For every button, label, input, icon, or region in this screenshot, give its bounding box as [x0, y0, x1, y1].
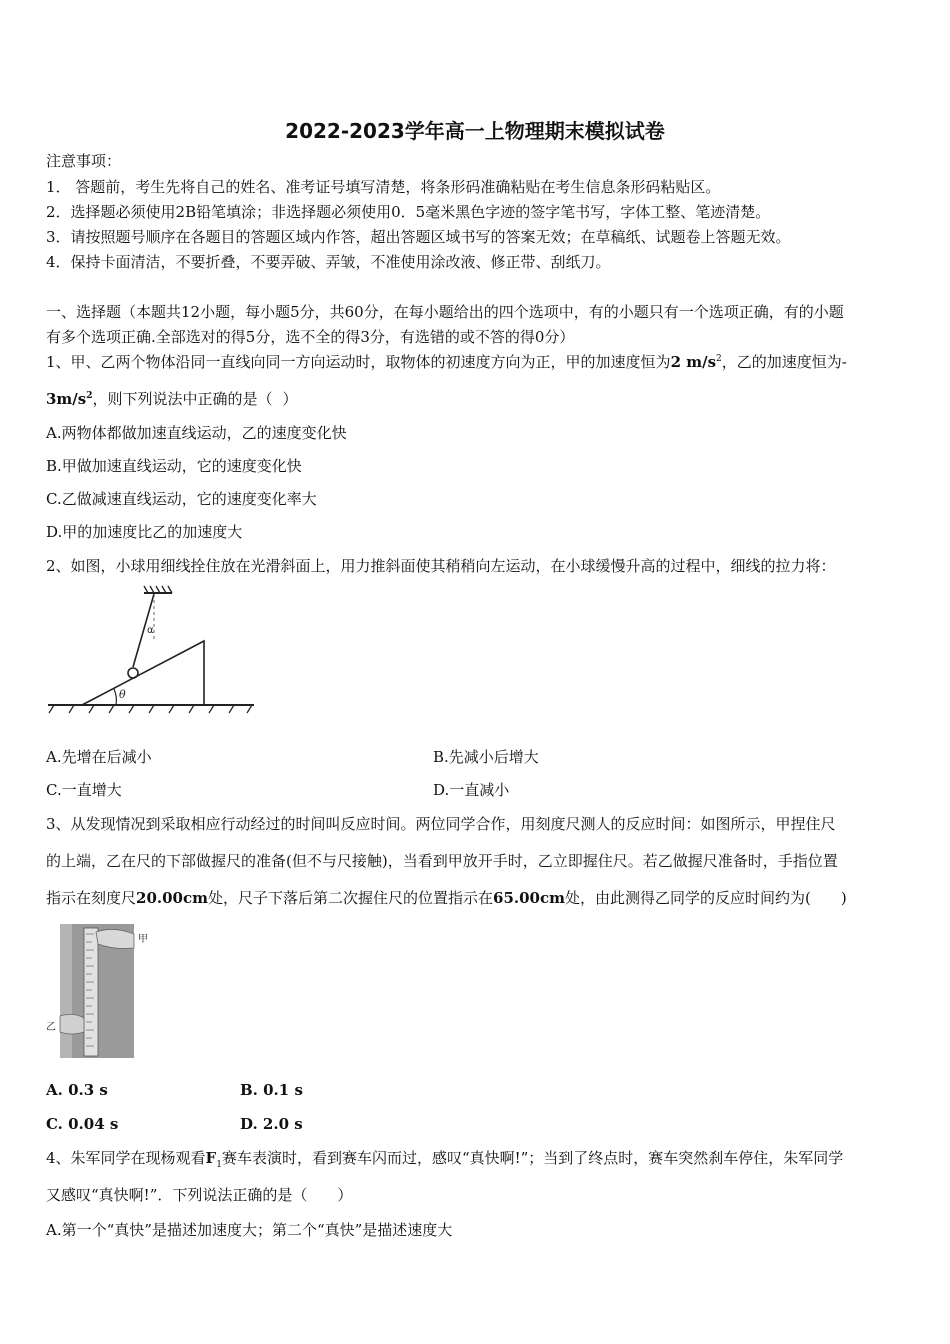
- ruler-label-jia: 甲: [138, 934, 148, 945]
- q3-stem-part-c: 处，由此测得乙同学的反应时间约为( ): [565, 889, 847, 907]
- q4-option-a: A.第一个“真快”是描述加速度大；第二个“真快”是描述速度大: [46, 1221, 453, 1239]
- notice-item-1: 1． 答题前，考生先将自己的姓名、准考证号填写清楚，将条形码准确粘贴在考生信息条形码粘贴区。: [46, 178, 721, 196]
- q1-option-a: A.两物体都做加速直线运动，乙的速度变化快: [46, 424, 347, 442]
- q1-accel-jia: 2 m/s: [670, 353, 717, 371]
- notice-item-4: 4．保持卡面清洁，不要折叠，不要弄破、弄皱，不准使用涂改液、修正带、刮纸刀。: [46, 253, 611, 271]
- q4-f-symbol: F: [205, 1149, 217, 1167]
- q4-stem-line1: [46, 1148, 843, 1168]
- q3-value-end: 65.00cm: [493, 889, 565, 907]
- notice-heading: 注意事项：: [46, 152, 122, 170]
- q3-value-start: 20.00cm: [136, 889, 208, 907]
- q2-stem: 2、如图，小球用细线拴住放在光滑斜面上，用力推斜面使其稍稍向左运动，在小球缓慢升高的过程中，细线的拉力将：: [46, 557, 836, 575]
- q3-stem-part-a: 指示在刻度尺: [46, 889, 137, 907]
- section-heading-line1: 一、选择题（本题共12小题，每小题5分，共60分，在每小题给出的四个选项中，有的小题只有一个选项正确，有的小题: [46, 303, 844, 321]
- q1-option-c: C.乙做减速直线运动，它的速度变化率大: [46, 490, 317, 508]
- q1-stem-line2: [46, 389, 298, 409]
- q1-accel-yi: 3m/s: [46, 390, 87, 408]
- ruler-label-yi: 乙: [46, 1022, 56, 1033]
- q4-f-sub: 1: [216, 1160, 222, 1170]
- q4-stem-part-b: 赛车表演时，看到赛车闪而过，感叹“真快啊!”；当到了终点时，赛车突然刹车停住，朱军同学: [221, 1149, 844, 1167]
- alpha-label: α: [147, 625, 154, 636]
- q4-stem-line2: 又感叹“真快啊!”．下列说法正确的是（ ）: [46, 1186, 353, 1204]
- notice-item-3: 3．请按照题号顺序在各题目的答题区域内作答，超出答题区域书写的答案无效；在草稿纸、试题卷上答题无效。: [46, 228, 791, 246]
- q2-option-b: B.先减小后增大: [433, 748, 539, 766]
- q1-stem-line1: [46, 352, 847, 372]
- q1-option-d: D.甲的加速度比乙的加速度大: [46, 523, 243, 541]
- q1-stem-text-b: ，乙的加速度恒为-: [721, 353, 847, 371]
- q2-option-a: A.先增在后减小: [46, 748, 152, 766]
- q1-option-b: B.甲做加速直线运动，它的速度变化快: [46, 457, 302, 475]
- ruler-photo-figure: [44, 920, 164, 1062]
- q1-accel-jia-exp: 2: [716, 354, 722, 364]
- q3-stem-part-b: 处，尺子下落后第二次握住尺的位置指示在: [208, 889, 494, 907]
- page-title: 2022-2023学年高一上物理期末模拟试卷: [285, 119, 665, 143]
- incline-figure: [44, 585, 264, 715]
- q3-option-c: C. 0.04 s: [46, 1115, 119, 1133]
- q1-accel-yi-exp: 2: [86, 391, 93, 401]
- q2-option-d: D.一直减小: [433, 781, 510, 799]
- q4-stem-part-a: 4、朱军同学在现杨观看: [46, 1149, 206, 1167]
- theta-label: θ: [119, 688, 126, 701]
- section-heading-line2: 有多个选项正确.全部选对的得5分，选不全的得3分，有选错的或不答的得0分）: [46, 328, 575, 346]
- q3-option-a: A. 0.3 s: [46, 1081, 108, 1099]
- q2-option-c: C.一直增大: [46, 781, 122, 799]
- q3-stem-line1: 3、从发现情况到采取相应行动经过的时间叫反应时间。两位同学合作，用刻度尺测人的反应时间：如图所示，甲捏住尺: [46, 815, 836, 833]
- q3-option-b: B. 0.1 s: [240, 1081, 303, 1099]
- q1-stem-close: ）: [282, 390, 298, 408]
- q3-stem-line3: [46, 888, 847, 908]
- q3-option-d: D. 2.0 s: [240, 1115, 303, 1133]
- q1-stem-text: 1、甲、乙两个物体沿同一直线向同一方向运动时，取物体的初速度方向为正，甲的加速度恒为: [46, 353, 671, 371]
- notice-item-2: 2．选择题必须使用2B铅笔填涂；非选择题必须使用0．5毫米黑色字迹的签字笔书写，字体工整、笔迹清楚。: [46, 203, 771, 221]
- q1-stem-question: ，则下列说法中正确的是（: [92, 390, 273, 408]
- q3-stem-line2: 的上端，乙在尺的下部做握尺的准备(但不与尺接触)，当看到甲放开手时，乙立即握住尺。若乙做握尺准备时，手指位置: [46, 852, 838, 870]
